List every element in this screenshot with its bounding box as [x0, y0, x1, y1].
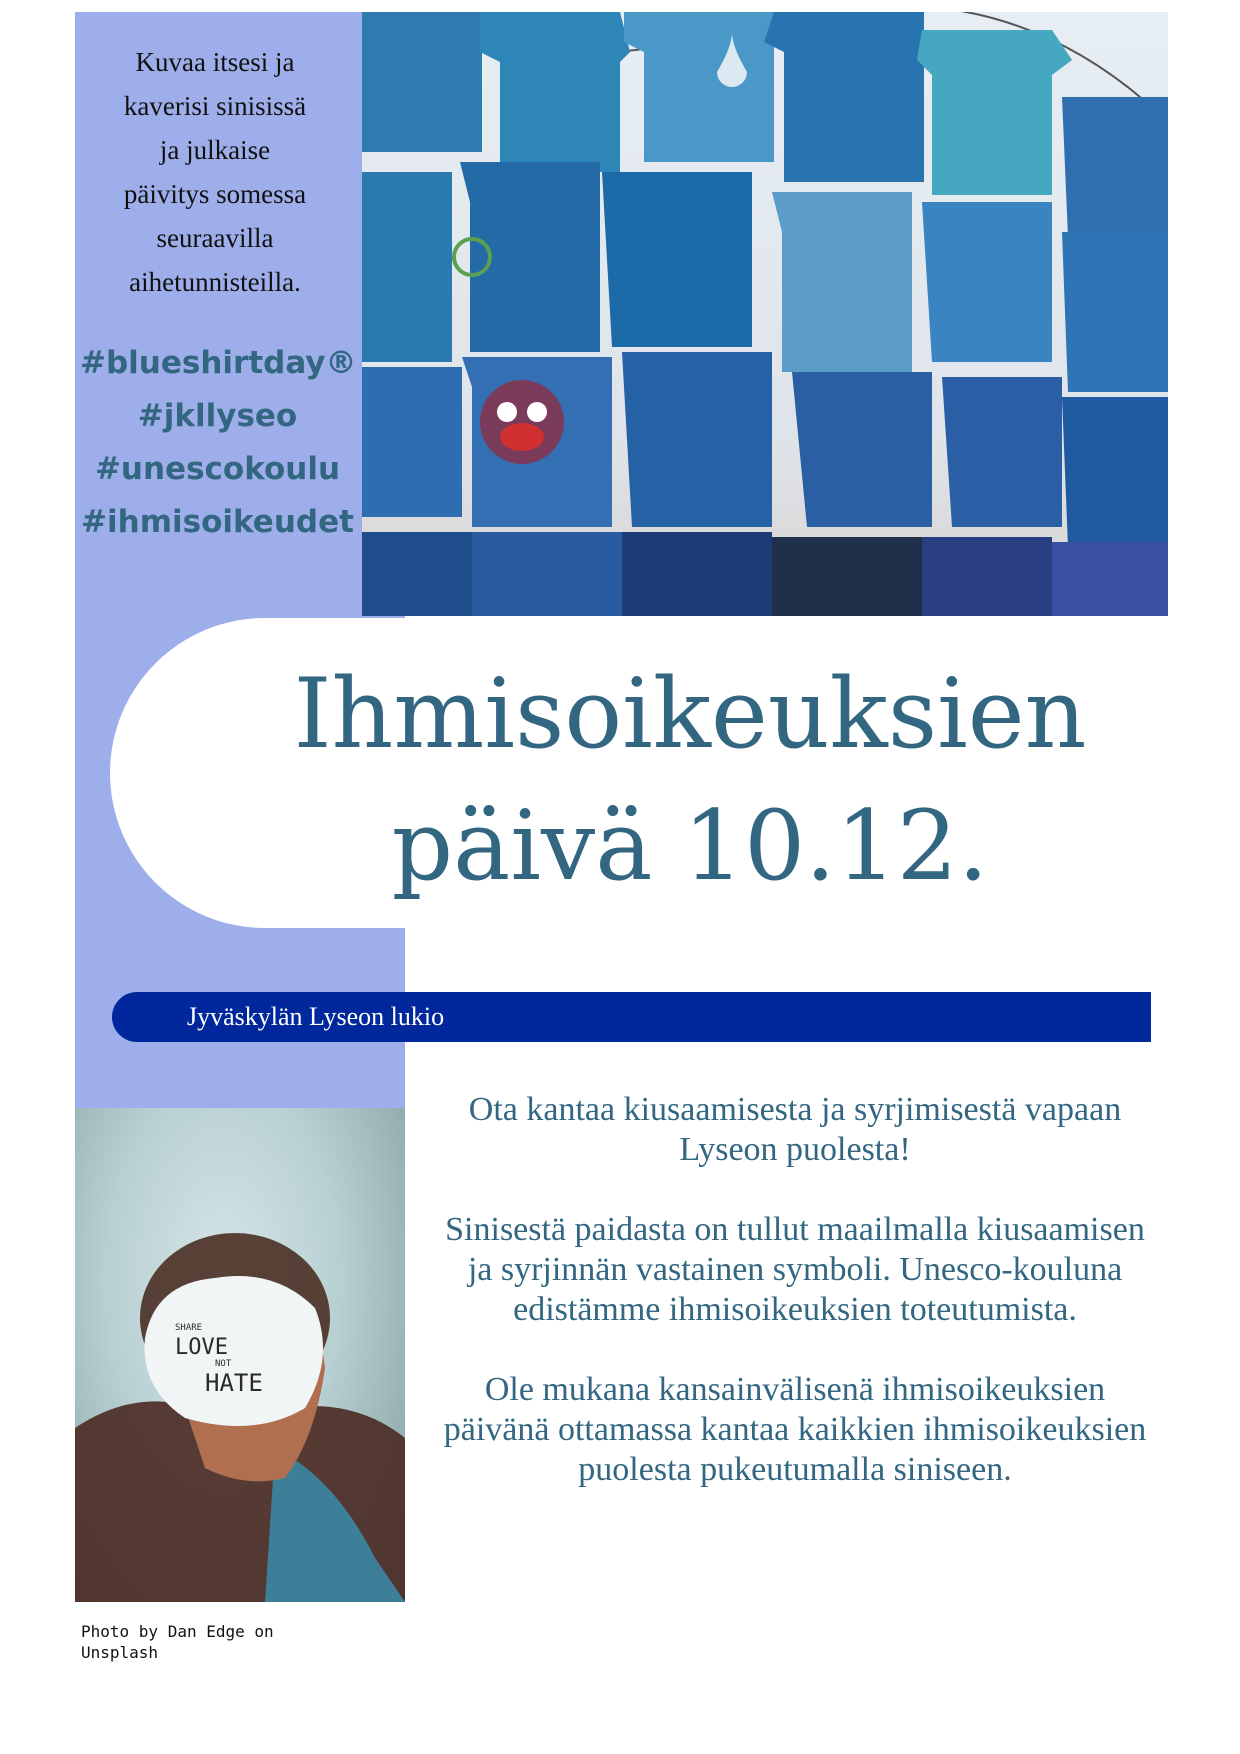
school-name: Jyväskylän Lyseon lukio — [187, 1002, 445, 1031]
body-text — [430, 1090, 1160, 1530]
note-not: NOT — [215, 1359, 232, 1369]
page-title — [240, 648, 1140, 912]
note-love: LOVE — [175, 1335, 228, 1360]
body-paragraph-3: Ole mukana kansainvälisenä ihmisoikeuksien päivänä ottamassa kantaa kaikkien ihmisoikeuksien puolesta pukeutumalla siniseen. — [443, 1371, 1147, 1488]
note-hate: HATE — [205, 1369, 263, 1397]
intro-line: päivitys somessa — [123, 179, 307, 209]
school-banner — [112, 992, 1151, 1042]
hashtag-list — [80, 337, 355, 549]
intro-line: kaverisi sinisissä — [123, 91, 307, 121]
intro-line: ja julkaise — [159, 135, 271, 165]
intro-line: Kuvaa itsesi ja — [135, 47, 295, 77]
intro-text — [80, 40, 350, 304]
title-line-2: päivä 10.12. — [391, 790, 989, 902]
body-paragraph-1: Ota kantaa kiusaamisesta ja syrjimisestä vapaan Lyseon puolesta! — [468, 1091, 1122, 1168]
hashtag-unescokoulu: #unescokoulu — [94, 451, 341, 487]
note-share: SHARE — [175, 1323, 203, 1333]
title-line-1: Ihmisoikeuksien — [293, 658, 1087, 770]
love-not-hate-photo — [75, 1108, 405, 1602]
photo-credit — [81, 1621, 341, 1663]
hashtag-blueshirtday: #blueshirtday® — [80, 345, 357, 381]
blue-shirts-photo — [362, 12, 1168, 616]
hashtag-ihmisoikeudet: #ihmisoikeudet — [81, 504, 354, 540]
credit-line-2: Unsplash — [81, 1643, 159, 1662]
body-paragraph-2: Sinisestä paidasta on tullut maailmalla kiusaamisen ja syrjinnän vastainen symboli. Unesco-kouluna edistämme ihmisoikeuksien toteutumista. — [445, 1211, 1145, 1328]
intro-line: seuraavilla — [156, 223, 274, 253]
credit-line-1: Photo by Dan Edge on — [81, 1622, 274, 1641]
hashtag-jkllyseo: #jkllyseo — [137, 398, 298, 434]
intro-line: aihetunnisteilla. — [129, 267, 301, 297]
